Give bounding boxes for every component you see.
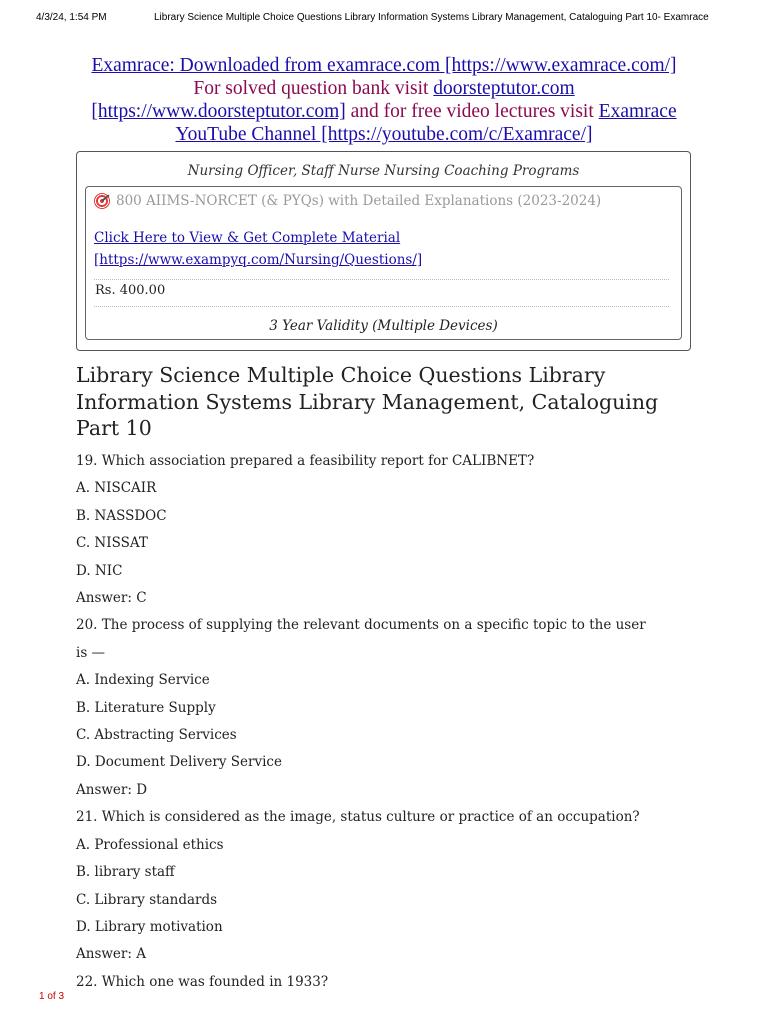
page-title: Library Science Multiple Choice Questions Library Information Systems Library Management, Cataloguing Part 10 bbox=[76, 363, 659, 440]
question-line: 21. Which is considered as the image, status culture or practice of an occupation? bbox=[76, 809, 640, 826]
download-banner bbox=[60, 54, 708, 146]
examrace-link[interactable]: Examrace: Downloaded from examrace.com [https://www.examrace.com/] bbox=[91, 55, 677, 76]
material-link[interactable]: Click Here to View & Get Complete Material bbox=[94, 230, 401, 246]
option-line: D. Library motivation bbox=[76, 918, 223, 935]
target-icon bbox=[94, 193, 110, 209]
answer-line: Answer: D bbox=[76, 781, 148, 798]
print-datetime: 4/3/24, 1:54 PM bbox=[36, 12, 107, 23]
price: Rs. 400.00 bbox=[95, 283, 166, 298]
youtube-channel-link[interactable]: YouTube Channel [https://youtube.com/c/Examrace/] bbox=[175, 124, 593, 145]
print-doc-title: Library Science Multiple Choice Questions Library Information Systems Library Management, Cataloguing Part 10- Examrace bbox=[154, 12, 709, 23]
option-line: C. Abstracting Services bbox=[76, 727, 237, 744]
divider bbox=[94, 306, 669, 307]
answer-line: Answer: C bbox=[76, 590, 147, 607]
option-line: A. Professional ethics bbox=[76, 836, 224, 853]
banner-text-1: For solved question bank visit bbox=[193, 78, 434, 99]
page-number: 1 of 3 bbox=[39, 991, 65, 1002]
option-line: D. NIC bbox=[76, 562, 123, 579]
option-line: A. Indexing Service bbox=[76, 672, 210, 689]
option-line: C. Library standards bbox=[76, 891, 218, 908]
promo-title: Nursing Officer, Staff Nurse Nursing Coaching Programs bbox=[187, 163, 580, 179]
doorsteptutor-link[interactable]: doorsteptutor.com bbox=[433, 78, 575, 99]
product-line bbox=[86, 187, 681, 209]
question-line: is — bbox=[76, 644, 106, 661]
option-line: B. library staff bbox=[76, 864, 175, 881]
material-link-block bbox=[94, 227, 681, 271]
promo-card bbox=[85, 186, 682, 340]
option-line: A. NISCAIR bbox=[76, 480, 157, 497]
product-name: 800 AIIMS-NORCET (& PYQs) with Detailed Explanations (2023-2024) bbox=[116, 193, 602, 209]
option-line: D. Document Delivery Service bbox=[76, 754, 282, 771]
question-line: 22. Which one was founded in 1933? bbox=[76, 973, 329, 990]
doorsteptutor-url-link[interactable]: [https://www.doorsteptutor.com] bbox=[91, 101, 346, 122]
print-header bbox=[36, 12, 732, 23]
examrace-youtube-link-start[interactable]: Examrace bbox=[598, 101, 677, 122]
promo-box bbox=[76, 151, 691, 351]
answer-line: Answer: A bbox=[76, 946, 146, 963]
option-line: B. NASSDOC bbox=[76, 507, 167, 524]
material-url-link[interactable]: [https://www.exampyq.com/Nursing/Questions/] bbox=[94, 252, 423, 268]
option-line: B. Literature Supply bbox=[76, 699, 216, 716]
banner-text-2: and for free video lectures visit bbox=[345, 101, 599, 122]
validity: 3 Year Validity (Multiple Devices) bbox=[269, 318, 498, 334]
option-line: C. NISSAT bbox=[76, 535, 148, 552]
question-list bbox=[76, 448, 696, 996]
question-line: 20. The process of supplying the relevant documents on a specific topic to the user bbox=[76, 617, 646, 634]
question-line: 19. Which association prepared a feasibility report for CALIBNET? bbox=[76, 453, 535, 469]
